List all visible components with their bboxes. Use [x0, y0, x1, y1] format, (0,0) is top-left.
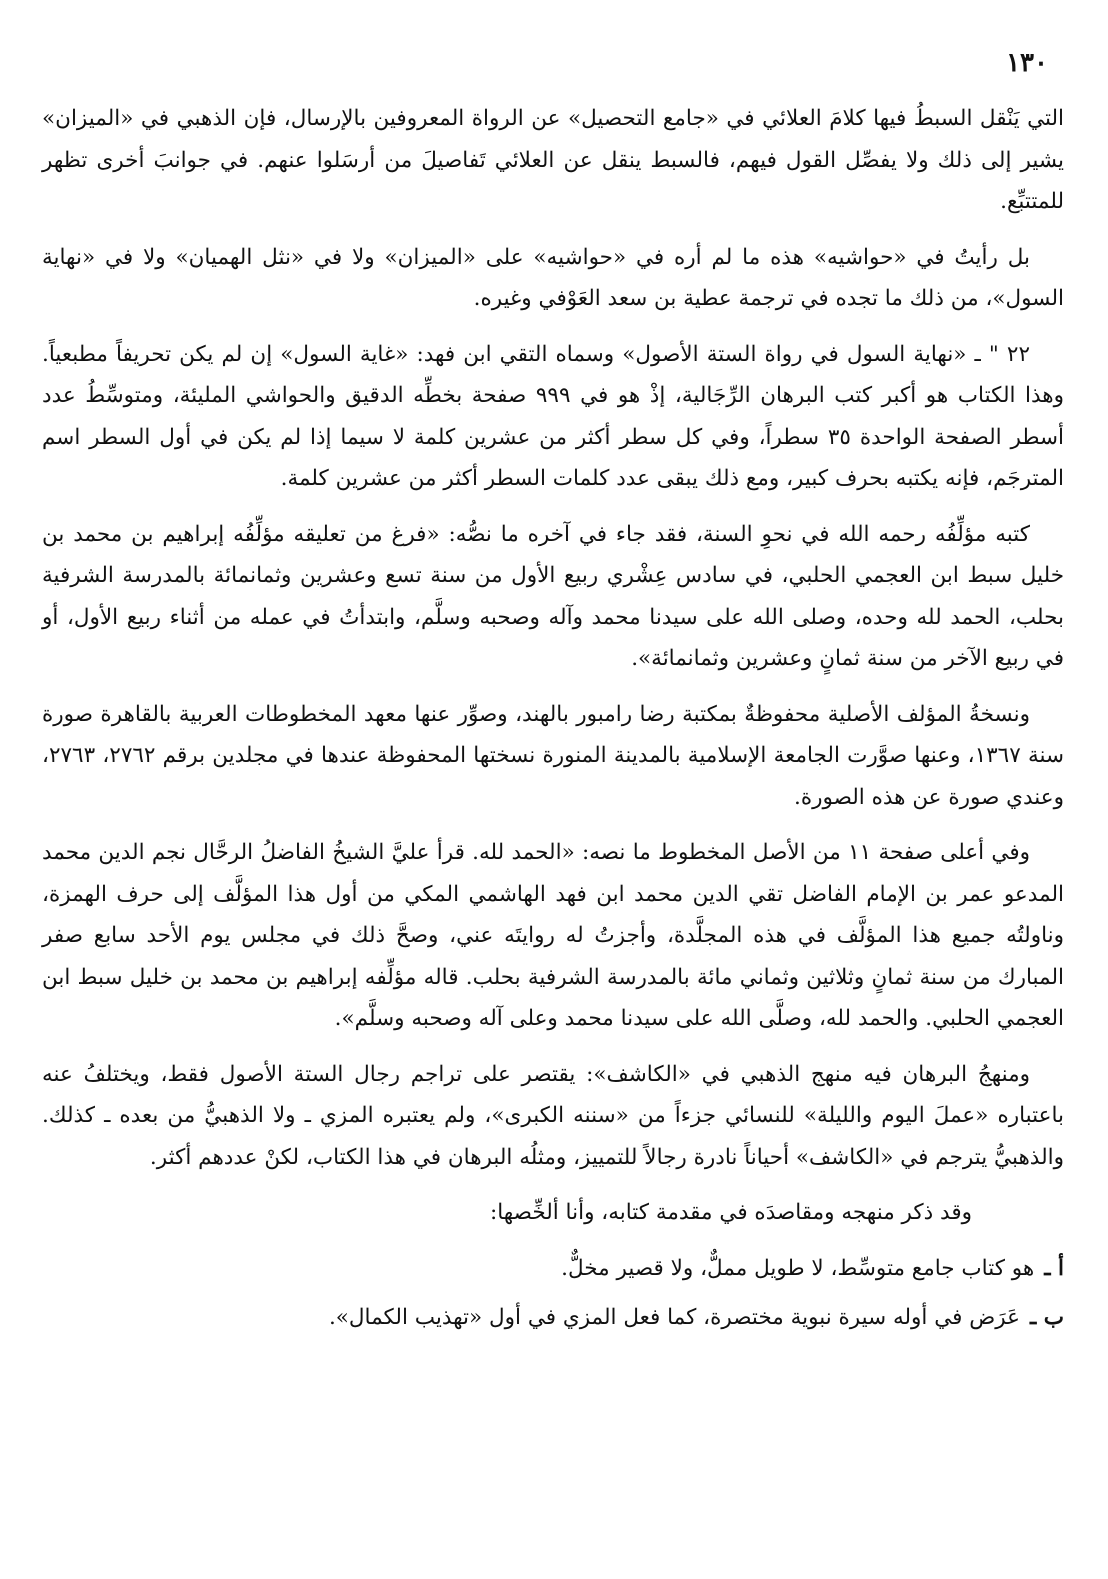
paragraph-1: التي يَنْقل السبطُ فيها كلامَ العلائي في «جامع التحصيل» عن الرواة المعروفين بالإرسال، فإن الذهبي في «الميزان» يشير إلى ذلك ولا يفصِّل القول فيهم، فالسبط ينقل عن العلائي تَفاصيلَ من أرسَلوا عنهم. في جوانبَ أخرى تظهر للمتتبِّع. — [42, 106, 1064, 214]
list-item-a — [42, 1248, 1064, 1290]
paragraph-3-entry-22: ٢٢ " ـ «نهاية السول في رواة الستة الأصول» وسماه التقي ابن فهد: «غاية السول» إن لم يكن تحريفاً مطبعياً. وهذا الكتاب هو أكبر كتب البرهان الرِّجَالية، إذْ هو في ٩٩٩ صفحة بخطِّه الدقيق والحواشي المليئة، ومتوسِّطُ عدد أسطر الصفحة الواحدة ٣٥ سطراً، وفي كل سطر أكثر من عشرين كلمة لا سيما إذا لم يكن في أول السطر اسم المترجَم، فإنه يكتبه بحرف كبير، ومع ذلك يبقى عدد كلمات السطر أكثر من عشرين كلمة. — [42, 341, 1064, 491]
paragraph-7: ومنهجُ البرهان فيه منهج الذهبي في «الكاشف»: يقتصر على تراجم رجال الستة الأصول فقط، ويختلفُ عنه باعتباره «عملَ اليوم والليلة» للنسائي جزءاً من «سننه الكبرى»، ولم يعتبره المزي ـ ولا الذهبيُّ من بعده ـ كذلك. والذهبيُّ يترجم في «الكاشف» أحياناً نادرة رجالاً للتمييز، ومثلُه البرهان في هذا الكتاب، لكنْ عددهم أكثر. — [42, 1061, 1064, 1170]
paragraph-5: ونسخةُ المؤلف الأصلية محفوظةٌ بمكتبة رضا رامبور بالهند، وصوِّر عنها معهد المخطوطات العربية بالقاهرة صورة سنة ١٣٦٧، وعنها صوَّرت الجامعة الإسلامية بالمدينة المنورة نسختها المحفوظة عندها في مجلدين برقم ٢٧٦٢، ٢٧٦٣، وعندي صورة عن هذه الصورة. — [42, 701, 1064, 810]
list-item-text: عَرَض في أوله سيرة نبوية مختصرة، كما فعل المزي في أول «تهذيب الكمال». — [328, 1305, 1020, 1330]
list-item-b — [42, 1297, 1064, 1339]
paragraph-6: وفي أعلى صفحة ١١ من الأصل المخطوط ما نصه: «الحمد لله. قرأ عليَّ الشيخُ الفاضلُ الرحَّال نجم الدين محمد المدعو عمر بن الإمام الفاضل تقي الدين محمد ابن فهد الهاشمي المكي من أول هذا المؤلَّف إلى حرف الهمزة، وناولتُه جميع هذا المؤلَّف في هذه المجلَّدة، وأجزتُ له روايتَه عني، وصحَّ ذلك في مجلس يوم الأحد سابع صفر المبارك من سنة ثمانٍ وثلاثين وثماني مائة بالمدرسة الشرفية بحلب. قاله مؤلِّفه إبراهيم بن محمد بن خليل سبط ابن العجمي الحلبي. والحمد لله، وصلَّى الله على سيدنا محمد وعلى آله وصحبه وسلَّم». — [42, 840, 1064, 1031]
list-item-text: هو كتاب جامع متوسِّط، لا طويل مملٌّ، ولا قصير مخلٌّ. — [561, 1255, 1035, 1281]
paragraph-2: بل رأيتُ في «حواشيه» هذه ما لم أره في «حواشيه» على «الميزان» ولا في «نثل الهميان» ولا في «نهاية السول»، من ذلك ما تجده في ترجمة عطية بن سعد العَوْفي وغيره. — [42, 244, 1064, 311]
page-number: ١٣٠ — [1006, 48, 1048, 78]
paragraph-4: كتبه مؤلِّفُه رحمه الله في نحوِ السنة، فقد جاء في آخره ما نصُّه: «فرغ من تعليقه مؤلِّفُه إبراهيم بن محمد بن خليل سبط ابن العجمي الحلبي، في سادس عِشْري ربيع الأول من سنة تسع وعشرين وثمانمائة بالمدرسة الشرفية بحلب، الحمد لله وحده، وصلى الله على سيدنا محمد وآله وصحبه وسلَّم، وابتدأتُ في عمله من أثناء ربيع الأول، أو في ربيع الآخر من سنة ثمانٍ وعشرين وثمانمائة». — [42, 521, 1064, 671]
list-marker: أ ـ — [1044, 1255, 1064, 1281]
list-marker: ب ـ — [1029, 1305, 1064, 1330]
body-text — [42, 98, 1064, 1347]
paragraph-8: وقد ذكر منهجه ومقاصدَه في مقدمة كتابه، وأنا ألخِّصها: — [489, 1200, 972, 1225]
